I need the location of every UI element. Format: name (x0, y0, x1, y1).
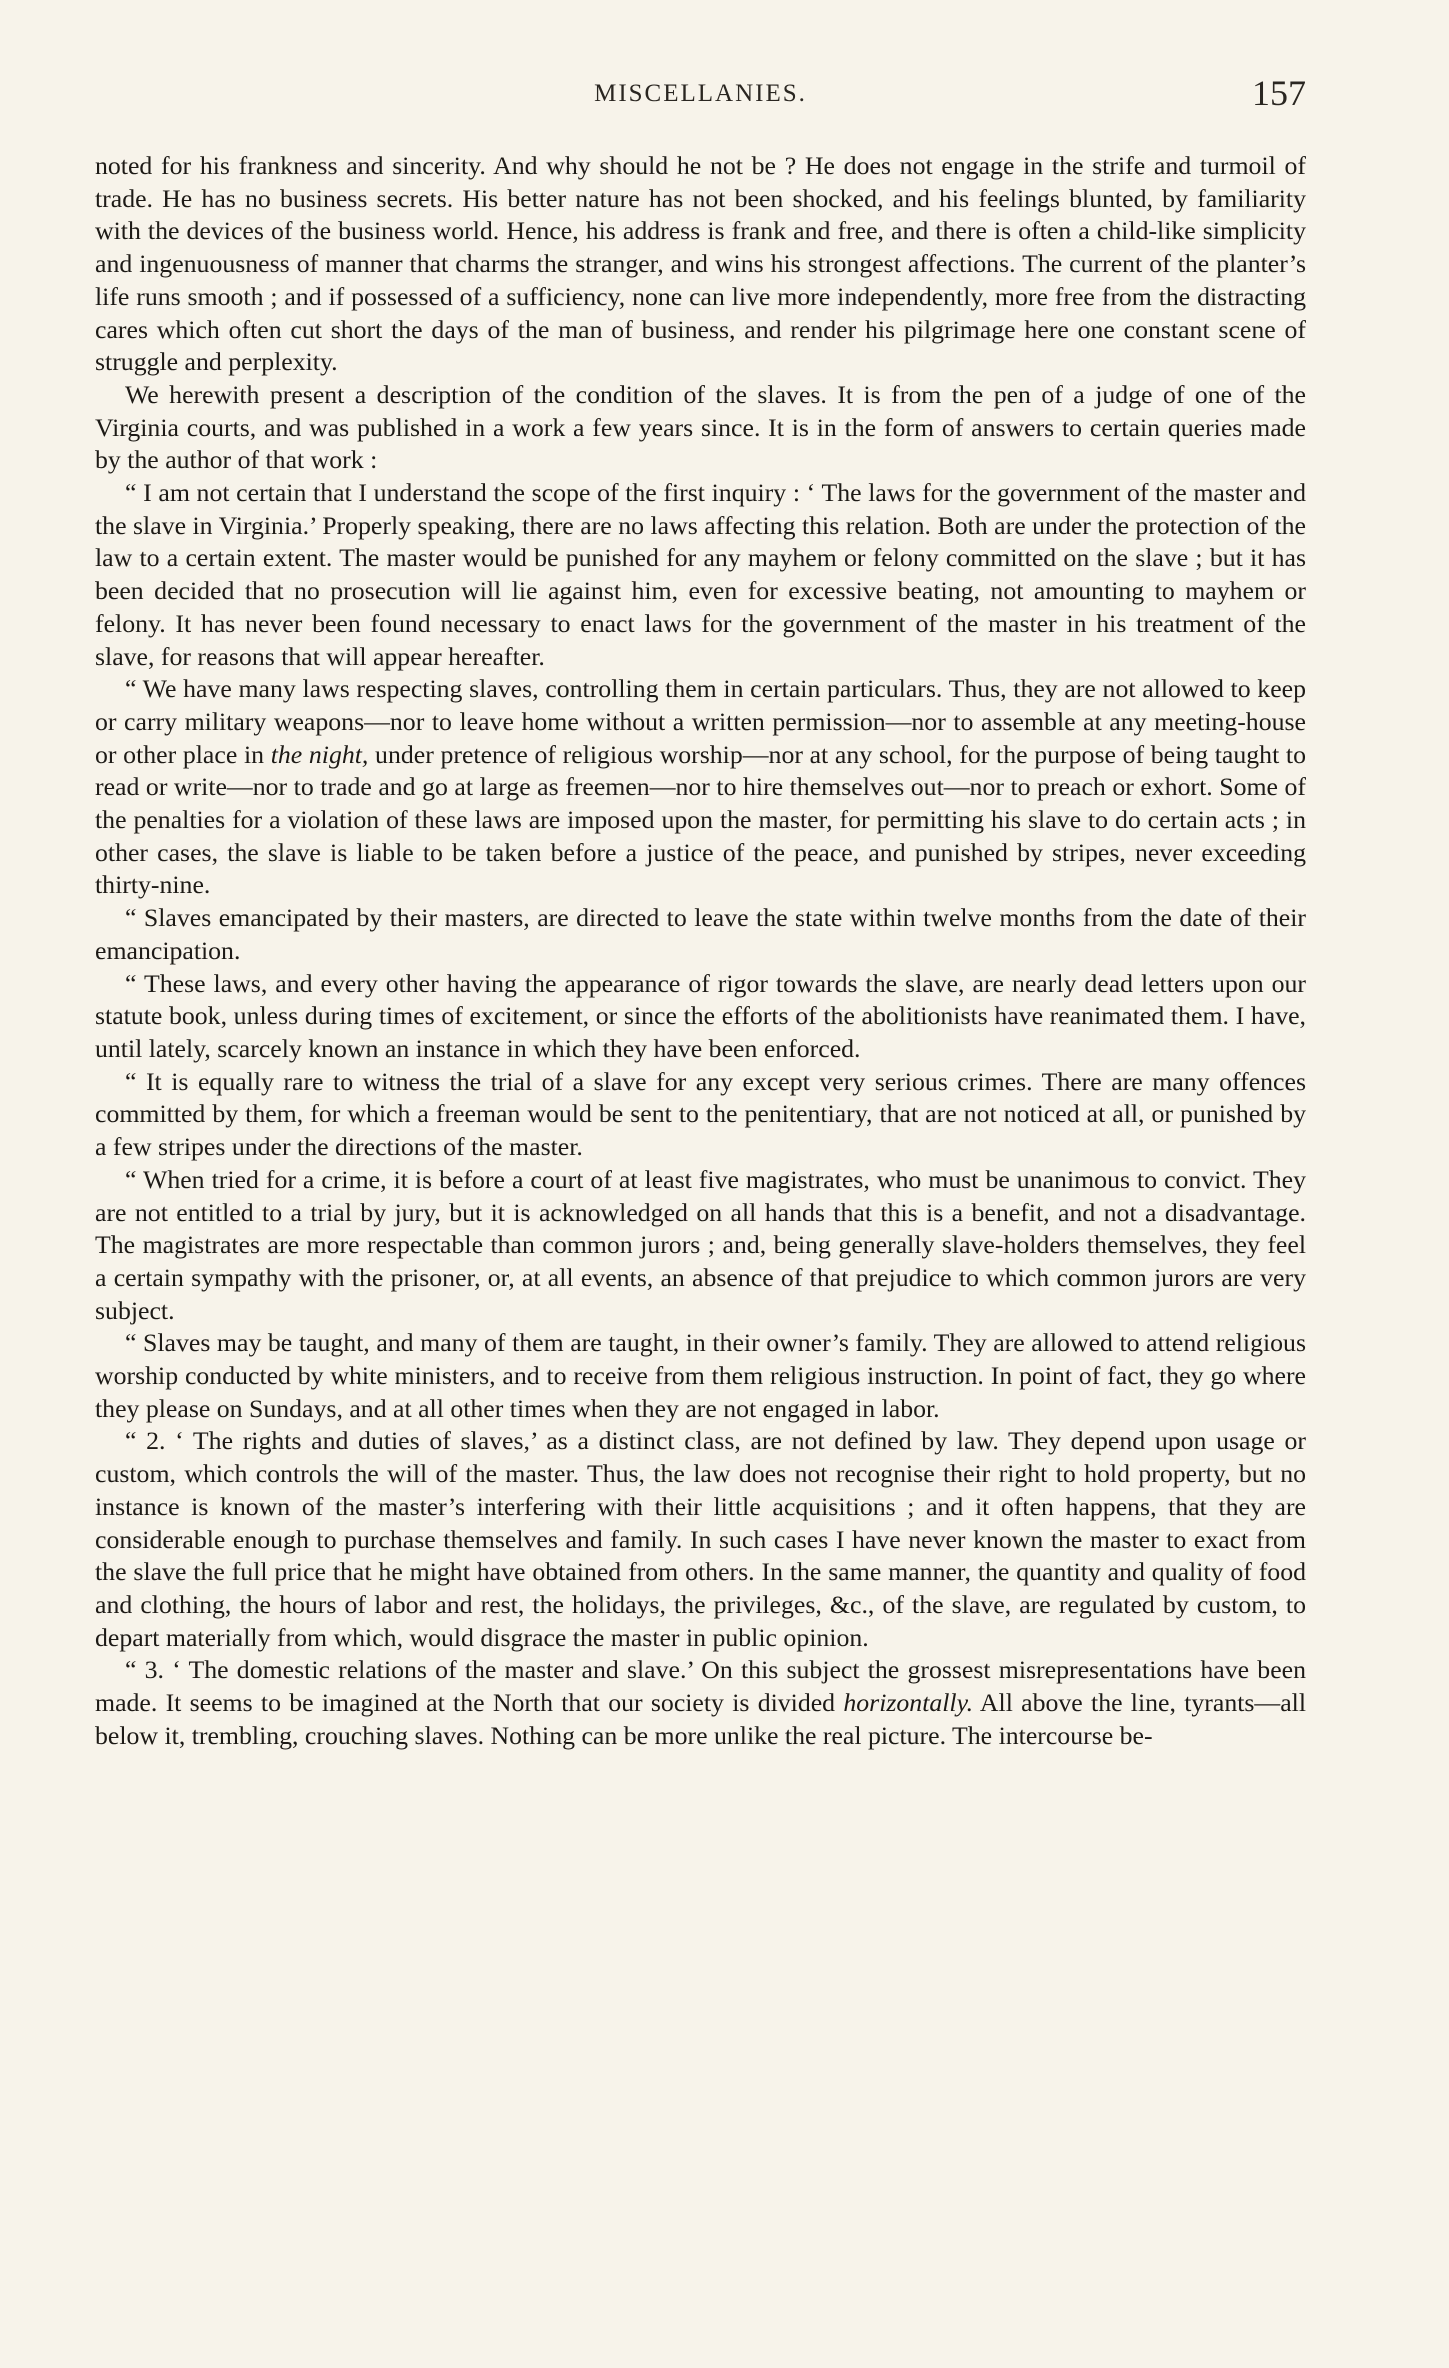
paragraph-laws-relation: “ I am not certain that I understand the scope of the first inquiry : ‘ The laws for the government of the master and the slave in Virginia.’ Properly speaking, there are no laws affecting this relation. Both are under the protection of the law to a certain extent. The master would be punished for any mayhem or felony committed on the slave ; but it has been decided that no prosecution will lie against him, even for excessive beating, not amounting to mayhem or felony. It has never been found necessary to enact laws for the government of the master in his treatment of the slave, for reasons that will appear hereafter. (95, 478, 1306, 671)
text-fragment: “ We have many laws respecting slaves, controlling them in certain particulars. Thus, they are not allowed to keep or carry military weapons—nor to leave home without a written permission—nor to assemble at any meeting-house or other place in (95, 674, 1306, 769)
running-head (95, 72, 1306, 120)
paragraph-emancipation: “ Slaves emancipated by their masters, are directed to leave the state within twelve months from the date of their emancipation. (95, 903, 1306, 965)
italic-text: horizontally. (843, 1688, 974, 1718)
paragraph-religious-instruction: “ Slaves may be taught, and many of them are taught, in their owner’s family. They are allowed to attend religious worship conducted by white ministers, and to receive from them religious instruction. In point of fact, they go where they please on Sundays, and at all other times when they are not engaged in labor. (95, 1328, 1306, 1423)
body-text (95, 150, 1306, 1752)
paragraph-dead-letters: “ These laws, and every other having the appearance of rigor towards the slave, are nearly dead letters upon our statute book, unless during times of excitement, or since the efforts of the abolitionists have reanimated them. I have, until lately, scarcely known an instance in which they have been enforced. (95, 968, 1306, 1063)
paragraph-domestic-relations (95, 1654, 1306, 1752)
italic-text: the night, (270, 739, 369, 769)
text-fragment: “ 3. ‘ The domestic relations of the master and slave.’ On this subject the grossest misrepresentations have been made. It seems to be imagined at the North that our society is divided (95, 1655, 1306, 1718)
section-title: MISCELLANIES. (594, 80, 807, 107)
text-fragment: under pretence of religious worship—nor at any school, for the purpose of being taught to read or write—nor to trade and go at large as freemen—nor to hire themselves out—nor to preach or exhort. Some of the penalties for a violation of these laws are imposed upon the master, for permitting his slave to do certain acts ; in other cases, the slave is liable to be taken before a justice of the peace, and punished by stripes, never exceeding thirty-nine. (95, 739, 1306, 900)
paragraph-trial-rarity: “ It is equally rare to witness the trial of a slave for any except very serious crimes. There are many offences committed by them, for which a freeman would be sent to the penitentiary, that are not noticed at all, or punished by a few stripes under the directions of the master. (95, 1066, 1306, 1162)
paragraph-rights-duties: “ 2. ‘ The rights and duties of slaves,’ as a distinct class, are not defined by law. They depend upon usage or custom, which controls the will of the master. Thus, the law does not recognise their right to hold property, but no instance is known of the master’s interfering with their little acquisitions ; and it often happens, that they are considerable enough to purchase themselves and family. In such cases I have never known the master to exact from the slave the full price that he might have obtained from others. In the same manner, the quantity and quality of food and clothing, the hours of labor and rest, the holidays, the privileges, &c., of the slave, are regulated by custom, to depart materially from which, would disgrace the master in public opinion. (95, 1426, 1306, 1652)
paragraph-laws-restrictions (95, 673, 1306, 902)
paragraph-magistrates: “ When tried for a crime, it is before a court of at least five magistrates, who must be unanimous to convict. They are not entitled to a trial by jury, but it is acknowledged on all hands that this is a benefit, and not a disadvantage. The magistrates are more respectable than common jurors ; and, being generally slave-holders themselves, they feel a certain sympathy with the prisoner, or, at all events, an absence of that prejudice to which common jurors are very subject. (95, 1164, 1306, 1325)
page-number: 157 (1252, 73, 1306, 113)
paragraph-planter-character: noted for his frankness and sincerity. And why should he not be ? He does not engage in the strife and turmoil of trade. He has no business secrets. His better nature has not been shocked, and his feelings blunted, by familiarity with the devices of the business world. Hence, his address is frank and free, and there is often a child-like simplicity and ingenuousness of manner that charms the stranger, and wins his strongest affections. The current of the planter’s life runs smooth ; and if possessed of a sufficiency, none can live more independently, more free from the distracting cares which often cut short the days of the man of business, and render his pilgrimage here one constant scene of struggle and perplexity. (95, 151, 1306, 377)
text-fragment: All above the line, tyrants—all below it, trembling, crouching slaves. Nothing can be more unlike the real picture. The intercourse be- (95, 1688, 1307, 1750)
paragraph-slave-condition-intro: We herewith present a description of the condition of the slaves. It is from the pen of a judge of one of the Virginia courts, and was published in a work a few years since. It is in the form of answers to certain queries made by the author of that work : (95, 379, 1306, 475)
